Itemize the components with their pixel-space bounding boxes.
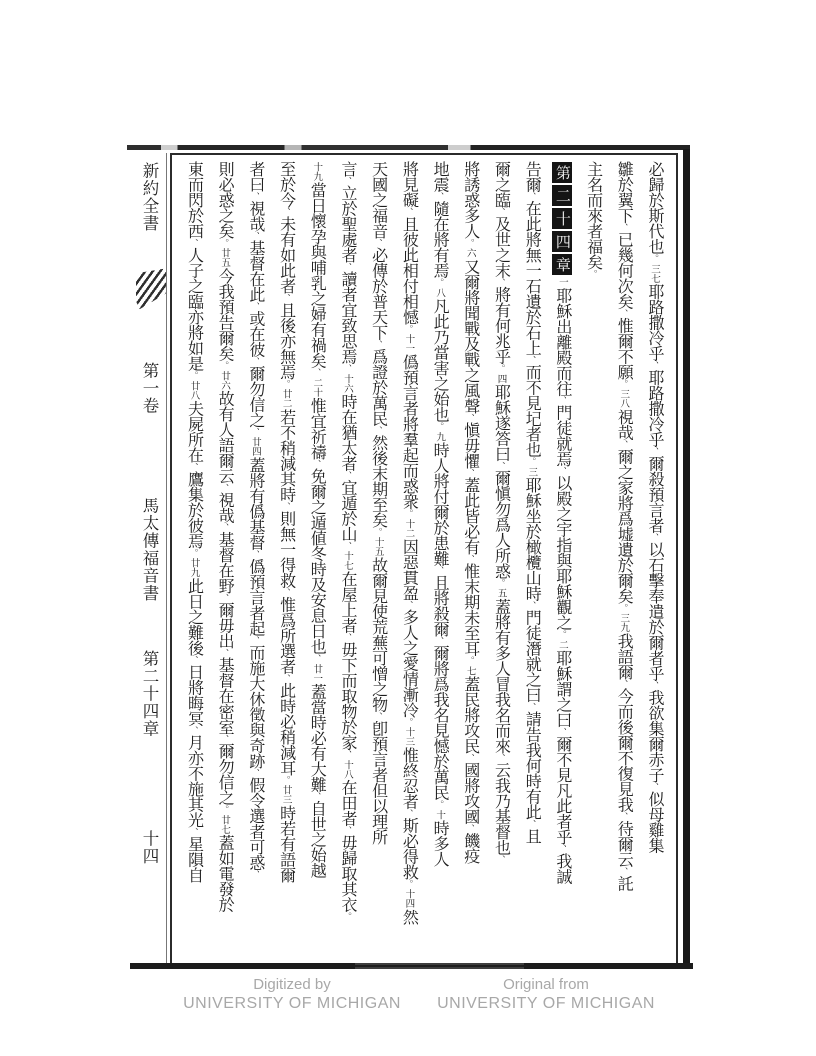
verse-number: 廿四 <box>249 437 260 456</box>
chapter-heading-char: 二 <box>552 185 572 206</box>
verse-number: 三八 <box>618 389 629 408</box>
original-from-stamp <box>396 976 696 1014</box>
verse-number: 三九 <box>618 613 629 632</box>
verse-number: 十六 <box>341 373 352 393</box>
original-from-institution: UNIVERSITY OF MICHIGAN <box>437 995 655 1012</box>
scan-top-edge-smudge <box>127 145 690 150</box>
verse-number: 十四 <box>403 889 414 908</box>
section-title: 馬太傳福音書 <box>140 497 159 602</box>
text-column: 主名而來者福矣。 <box>584 161 602 278</box>
bottom-border <box>130 963 693 969</box>
chapter-heading-char: 四 <box>552 231 572 252</box>
verse-number: 十八 <box>341 759 352 779</box>
verse-number: 一 <box>556 277 567 287</box>
verse-number: 廿八 <box>188 380 199 400</box>
text-column: 者曰、視哉、基督在此、或在彼、爾勿信之、廿四蓋將有僞基督、僞預言者起、而施大休徵與奇跡、假令選者可惑、 <box>246 161 264 879</box>
text-column: 言、立於聖處者、讀者宜致思焉、十六時在猶太者、宜遁於山、十七在屋上者、毋下而取物於家、十八在田者、毋歸取其衣。 <box>338 161 356 921</box>
book-title: 新約全書 <box>140 162 159 232</box>
verse-number: 六 <box>464 248 475 258</box>
verse-number: 四 <box>495 373 506 383</box>
outer-right-border <box>683 149 690 969</box>
digitized-by-institution: UNIVERSITY OF MICHIGAN <box>183 995 401 1012</box>
verse-number: 九 <box>434 431 445 441</box>
text-column: 將誘惑多人。六又爾將聞戰及戰之風聲、愼毋懼、蓋此皆必有、惟末期未至耳。七蓋民將攻民、國將攻國、饑疫 <box>461 161 479 864</box>
verse-number: 十一 <box>403 334 414 353</box>
chapter-heading-char: 章 <box>552 254 572 275</box>
original-from-line: Original from <box>503 976 589 993</box>
verse-number: 廿三 <box>280 785 291 804</box>
verse-number: 五 <box>495 588 506 598</box>
verse-number: 八 <box>434 287 445 297</box>
verse-number: 三七 <box>649 263 659 283</box>
chapter-heading-char: 第 <box>552 162 572 183</box>
text-columns <box>177 161 669 961</box>
text-column: 則必惑之矣。廿五今我預告爾矣。廿六故有人語爾云、視哉、基督在野、爾毋出、基督在密室、爾勿信之。廿七蓋如電發於 <box>216 161 234 912</box>
margin-divider-rule <box>166 153 167 963</box>
text-column: 爾之臨、及世之末、將有何兆乎。四耶穌遂答曰、爾愼勿爲人所惑。五蓋將有多人冒我名而來、云我乃基督也、 <box>492 161 510 864</box>
text-column: 第二十四章一耶穌出離殿而往、門徒就焉、以殿之宇指與耶穌觀之。二耶穌謂之曰、爾不見凡此者乎、我誠 <box>546 161 577 961</box>
digitized-by-line: Digitized by <box>253 976 331 993</box>
verse-number: 廿一 <box>311 663 322 683</box>
text-column: 必歸於斯代也。三七耶路撒冷乎、耶路撒冷乎、爾殺預言者、以石擊奉遣於爾者乎、我欲集爾赤子、似母雞集 <box>646 161 663 853</box>
verse-number: 三 <box>526 466 537 476</box>
text-column: 天國之福音、必傳於普天下、爲證於萬民、然後末期至矣。十五故爾見使荒蕪可憎之物、卽預言者但以理所 <box>369 161 387 845</box>
diagonal-hatch-ornament-icon <box>136 268 166 309</box>
verse-number: 二十 <box>311 377 322 397</box>
verse-number: 廿六 <box>219 370 230 390</box>
volume-label: 第一卷 <box>140 362 159 415</box>
verse-number: 十二 <box>403 518 414 538</box>
verse-number: 十九 <box>311 162 322 181</box>
verse-number: 十五 <box>372 537 383 556</box>
verse-number: 七 <box>464 665 475 675</box>
text-column: 東而閃於西、人子之臨亦將如是。廿八夫屍所在、鷹集於彼焉。廿九此日之難後、日將晦冥、月亦不施其光、星隕自 <box>185 161 203 883</box>
verse-number: 十三 <box>403 727 414 746</box>
chapter-label: 第二十四章 <box>140 650 159 738</box>
text-column: 十九當日懷孕與哺乳之婦有禍矣、二十惟宜祈禱、免爾之遁値冬時及安息日也、廿一蓋當時必有大難、自世之始越 <box>308 162 326 878</box>
verse-number: 十 <box>434 809 445 819</box>
text-column: 至於今、未有如此者、且後亦無焉。廿二若不稍減其時、則無一得救、惟爲所選者、此時必稍減耳。廿三時若有語爾 <box>277 161 295 883</box>
page-number: 十四 <box>140 830 159 865</box>
verse-number: 廿九 <box>188 558 199 577</box>
text-column: 地震、隨在將有焉。八凡此乃當害之始也。九時人將付爾於患難、且將殺爾、爾將爲我名見憾於萬民。十時多人 <box>431 161 449 867</box>
text-column: 告爾、在此將無一石遺於石上、而不見圮者也。三耶穌坐於橄欖山時、門徒潛就之曰、請告我何時有此、且 <box>523 161 541 844</box>
text-column: 將見礙、且彼此相付相憾。十一僞預言者將羣起而惑衆。十二因惡貫盈、多人之愛情漸冷。十三惟終忍者、斯必得救。十四然 <box>400 161 418 925</box>
verse-number: 廿五 <box>219 248 230 267</box>
verse-number: 廿七 <box>219 814 230 834</box>
verse-number: 十七 <box>341 551 352 570</box>
text-column: 雛於翼下、已幾何次矣、惟爾不願。三八視哉、爾之家將爲墟遺於爾矣。三九我語爾、今而後爾不復見我、待爾云、託 <box>615 161 633 891</box>
verse-number: 廿二 <box>280 389 291 408</box>
verse-number: 二 <box>556 639 567 649</box>
chapter-heading-char: 十 <box>552 208 572 229</box>
